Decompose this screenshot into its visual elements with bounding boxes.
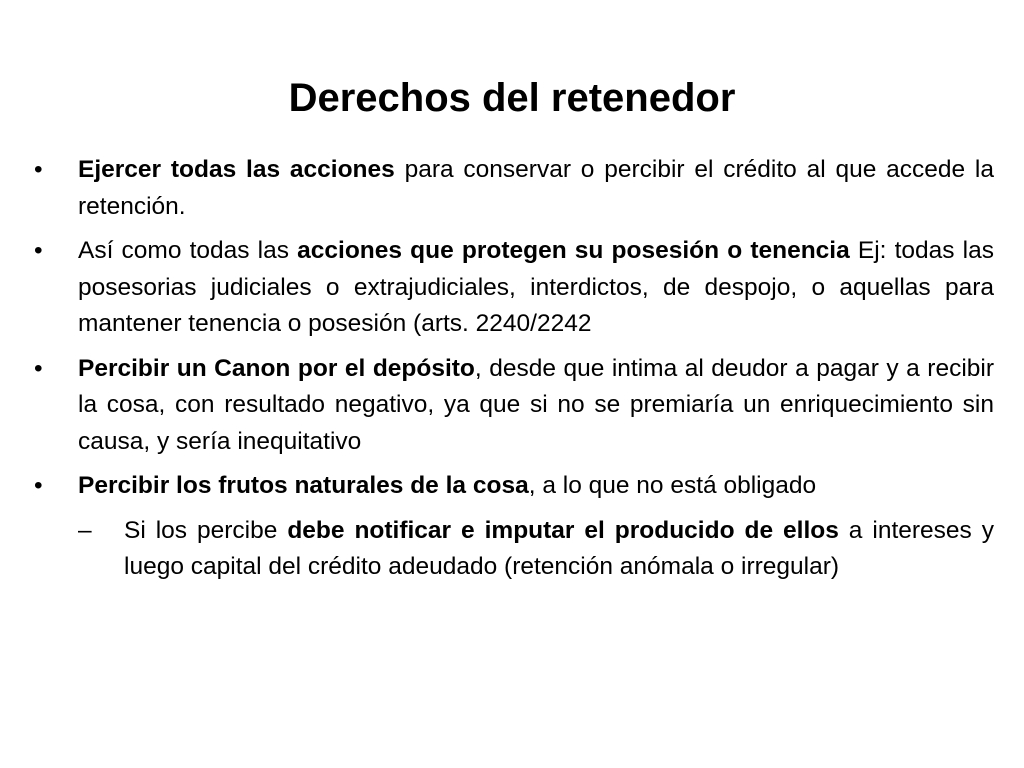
list-item — [34, 233, 994, 343]
dash-icon: – — [78, 516, 92, 544]
bullet-list — [34, 152, 994, 594]
bullet-icon: • — [34, 472, 43, 499]
sub-list-item — [78, 513, 994, 586]
bullet-icon: • — [34, 354, 43, 382]
item-text: , desde que intima al deudor a pagar y a recibir la cosa, con resultado negativo, ya que si no se premiaría un enriquecimiento sin causa, y sería inequitativo — [78, 354, 994, 455]
item-prefix-text: Así como todas las — [78, 237, 298, 264]
bullet-icon: • — [34, 237, 43, 264]
list-item — [34, 351, 994, 461]
item-bold-text: Ejercer todas las acciones — [78, 156, 395, 183]
sub-item-prefix-text: Si los percibe — [124, 516, 288, 544]
list-item — [34, 152, 994, 225]
slide-title: Derechos del retenedor — [288, 76, 736, 120]
item-bold-text: Percibir un Canon por el depósito — [78, 354, 475, 382]
sub-item-text: a intereses y luego capital del crédito adeudado (retención anómala o irregular) — [124, 516, 994, 580]
bullet-icon: • — [34, 156, 43, 183]
item-bold-text: acciones que protegen su posesión o tenencia — [297, 237, 850, 264]
item-text: , a lo que no está obligado — [528, 472, 817, 499]
sub-item-bold-text: debe notificar e imputar el producido de ellos — [287, 516, 839, 544]
item-bold-text: Percibir los frutos naturales de la cosa — [78, 472, 529, 499]
item-text: Ej: todas las posesorias judiciales o extrajudiciales, interdictos, de despojo, o aquellas para mantener tenencia o posesión (arts. 2240/2242 — [78, 237, 995, 337]
item-text: para conservar o percibir el crédito al que accede la retención. — [78, 156, 994, 220]
list-item — [34, 468, 994, 586]
